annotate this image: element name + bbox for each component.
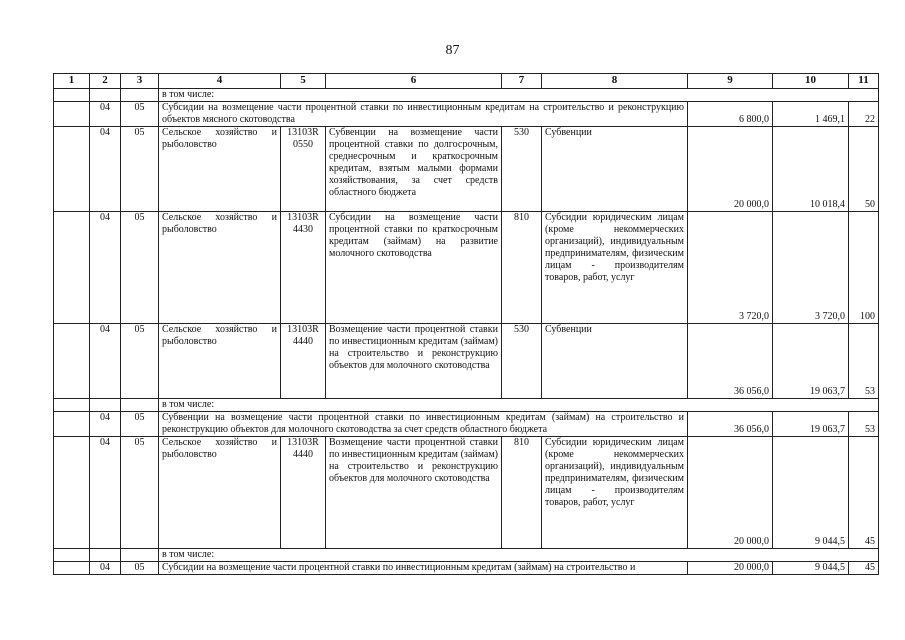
- cell-description: Возмещение части процентной ставки по инвестиционным кредитам (займам) на строительство и реконструкцию объектов для молочного скотоводства: [326, 437, 502, 549]
- cell: [121, 399, 159, 412]
- cell-section: 04: [90, 562, 121, 575]
- cell-percent: 45: [849, 562, 879, 575]
- table-row: [54, 102, 879, 127]
- cell-description: Субсидии на возмещение части процентной ставки по краткосрочным кредитам (займам) на развитие молочного скотоводства: [326, 212, 502, 324]
- cell-target-code: 13103R 4440: [281, 324, 326, 399]
- cell: [54, 212, 90, 324]
- cell-actual: 3 720,0: [773, 212, 849, 324]
- cell-plan: 20 000,0: [688, 562, 773, 575]
- cell: [54, 437, 90, 549]
- cell-percent: 53: [849, 324, 879, 399]
- cell-plan: 3 720,0: [688, 212, 773, 324]
- cell-actual: 9 044,5: [773, 437, 849, 549]
- column-header: 10: [773, 74, 849, 89]
- cell: [90, 89, 121, 102]
- cell-expense-name: Субвенции: [542, 127, 688, 212]
- cell-subsection: 05: [121, 127, 159, 212]
- cell: [54, 549, 90, 562]
- cell: [54, 127, 90, 212]
- cell: [54, 89, 90, 102]
- cell-label: в том числе:: [159, 89, 879, 102]
- column-header: 9: [688, 74, 773, 89]
- table-row: [54, 324, 879, 399]
- cell-section: 04: [90, 324, 121, 399]
- cell-subsection: 05: [121, 102, 159, 127]
- cell-subsection: 05: [121, 562, 159, 575]
- cell-section-name: Сельское хозяйство и рыболовство: [159, 212, 281, 324]
- cell-expense-type: 810: [502, 212, 542, 324]
- cell-section: 04: [90, 437, 121, 549]
- cell-target-code: 13103R 4440: [281, 437, 326, 549]
- cell-plan: 36 056,0: [688, 324, 773, 399]
- cell-percent: 45: [849, 437, 879, 549]
- cell-target-code: 13103R 4430: [281, 212, 326, 324]
- cell-description: Субвенции на возмещение части процентной ставки по инвестиционным кредитам (займам) на строительство и реконструкцию объектов для молочного скотоводства за счет средств областного бюджета: [159, 412, 688, 437]
- cell-percent: 53: [849, 412, 879, 437]
- cell-section: 04: [90, 102, 121, 127]
- cell: [54, 562, 90, 575]
- cell-label: в том числе:: [159, 549, 879, 562]
- column-header: 3: [121, 74, 159, 89]
- column-header: 1: [54, 74, 90, 89]
- cell-expense-type: 530: [502, 127, 542, 212]
- cell-label: в том числе:: [159, 399, 879, 412]
- column-header: 6: [326, 74, 502, 89]
- cell-section-name: Сельское хозяйство и рыболовство: [159, 127, 281, 212]
- header-row: [54, 74, 879, 89]
- cell-subsection: 05: [121, 437, 159, 549]
- cell-description: Субвенции на возмещение части процентной ставки по долгосрочным, среднесрочным и краткосрочным кредитам, взятым малыми формами хозяйствования, за счет средств областного бюджета: [326, 127, 502, 212]
- cell-subsection: 05: [121, 212, 159, 324]
- cell-actual: 19 063,7: [773, 412, 849, 437]
- cell: [54, 324, 90, 399]
- cell-section-name: Сельское хозяйство и рыболовство: [159, 437, 281, 549]
- cell: [90, 549, 121, 562]
- cell: [121, 549, 159, 562]
- subtotal-label-row: [54, 399, 879, 412]
- cell-target-code: 13103R 0550: [281, 127, 326, 212]
- cell-subsection: 05: [121, 412, 159, 437]
- cell-subsection: 05: [121, 324, 159, 399]
- cell-actual: 19 063,7: [773, 324, 849, 399]
- column-header: 4: [159, 74, 281, 89]
- cell-actual: 10 018,4: [773, 127, 849, 212]
- cell-expense-name: Субсидии юридическим лицам (кроме некоммерческих организаций), индивидуальным предпринимателям, физическим лицам - производителям товаров, работ, услуг: [542, 212, 688, 324]
- cell-actual: 1 469,1: [773, 102, 849, 127]
- column-header: 2: [90, 74, 121, 89]
- table-row: [54, 212, 879, 324]
- subtotal-label-row: [54, 549, 879, 562]
- cell: [54, 102, 90, 127]
- cell: [54, 399, 90, 412]
- page-number: 87: [445, 43, 460, 58]
- cell-section: 04: [90, 127, 121, 212]
- cell: [90, 399, 121, 412]
- cell-expense-name: Субсидии юридическим лицам (кроме некоммерческих организаций), индивидуальным предпринимателям, физическим лицам - производителям товаров, работ, услуг: [542, 437, 688, 549]
- table-row: [54, 562, 879, 575]
- column-header: 5: [281, 74, 326, 89]
- cell-plan: 20 000,0: [688, 127, 773, 212]
- budget-table: [53, 73, 879, 575]
- column-header: 7: [502, 74, 542, 89]
- cell-section: 04: [90, 412, 121, 437]
- cell-section-name: Сельское хозяйство и рыболовство: [159, 324, 281, 399]
- column-header: 8: [542, 74, 688, 89]
- cell-actual: 9 044,5: [773, 562, 849, 575]
- cell-plan: 6 800,0: [688, 102, 773, 127]
- cell: [54, 412, 90, 437]
- cell-expense-type: 530: [502, 324, 542, 399]
- cell-description: Субсидии на возмещение части процентной ставки по инвестиционным кредитам на строительство и реконструкцию объектов мясного скотоводства: [159, 102, 688, 127]
- table-row: [54, 127, 879, 212]
- cell-percent: 100: [849, 212, 879, 324]
- cell-percent: 22: [849, 102, 879, 127]
- cell-description: Субсидии на возмещение части процентной ставки по инвестиционным кредитам (займам) на строительство и: [159, 562, 688, 575]
- column-header: 11: [849, 74, 879, 89]
- cell-plan: 20 000,0: [688, 437, 773, 549]
- cell-expense-type: 810: [502, 437, 542, 549]
- cell-expense-name: Субвенции: [542, 324, 688, 399]
- cell-plan: 36 056,0: [688, 412, 773, 437]
- table-row: [54, 412, 879, 437]
- cell: [121, 89, 159, 102]
- subtotal-label-row: [54, 89, 879, 102]
- cell-description: Возмещение части процентной ставки по инвестиционным кредитам (займам) на строительство и реконструкцию объектов для молочного скотоводства: [326, 324, 502, 399]
- cell-percent: 50: [849, 127, 879, 212]
- table-row: [54, 437, 879, 549]
- cell-section: 04: [90, 212, 121, 324]
